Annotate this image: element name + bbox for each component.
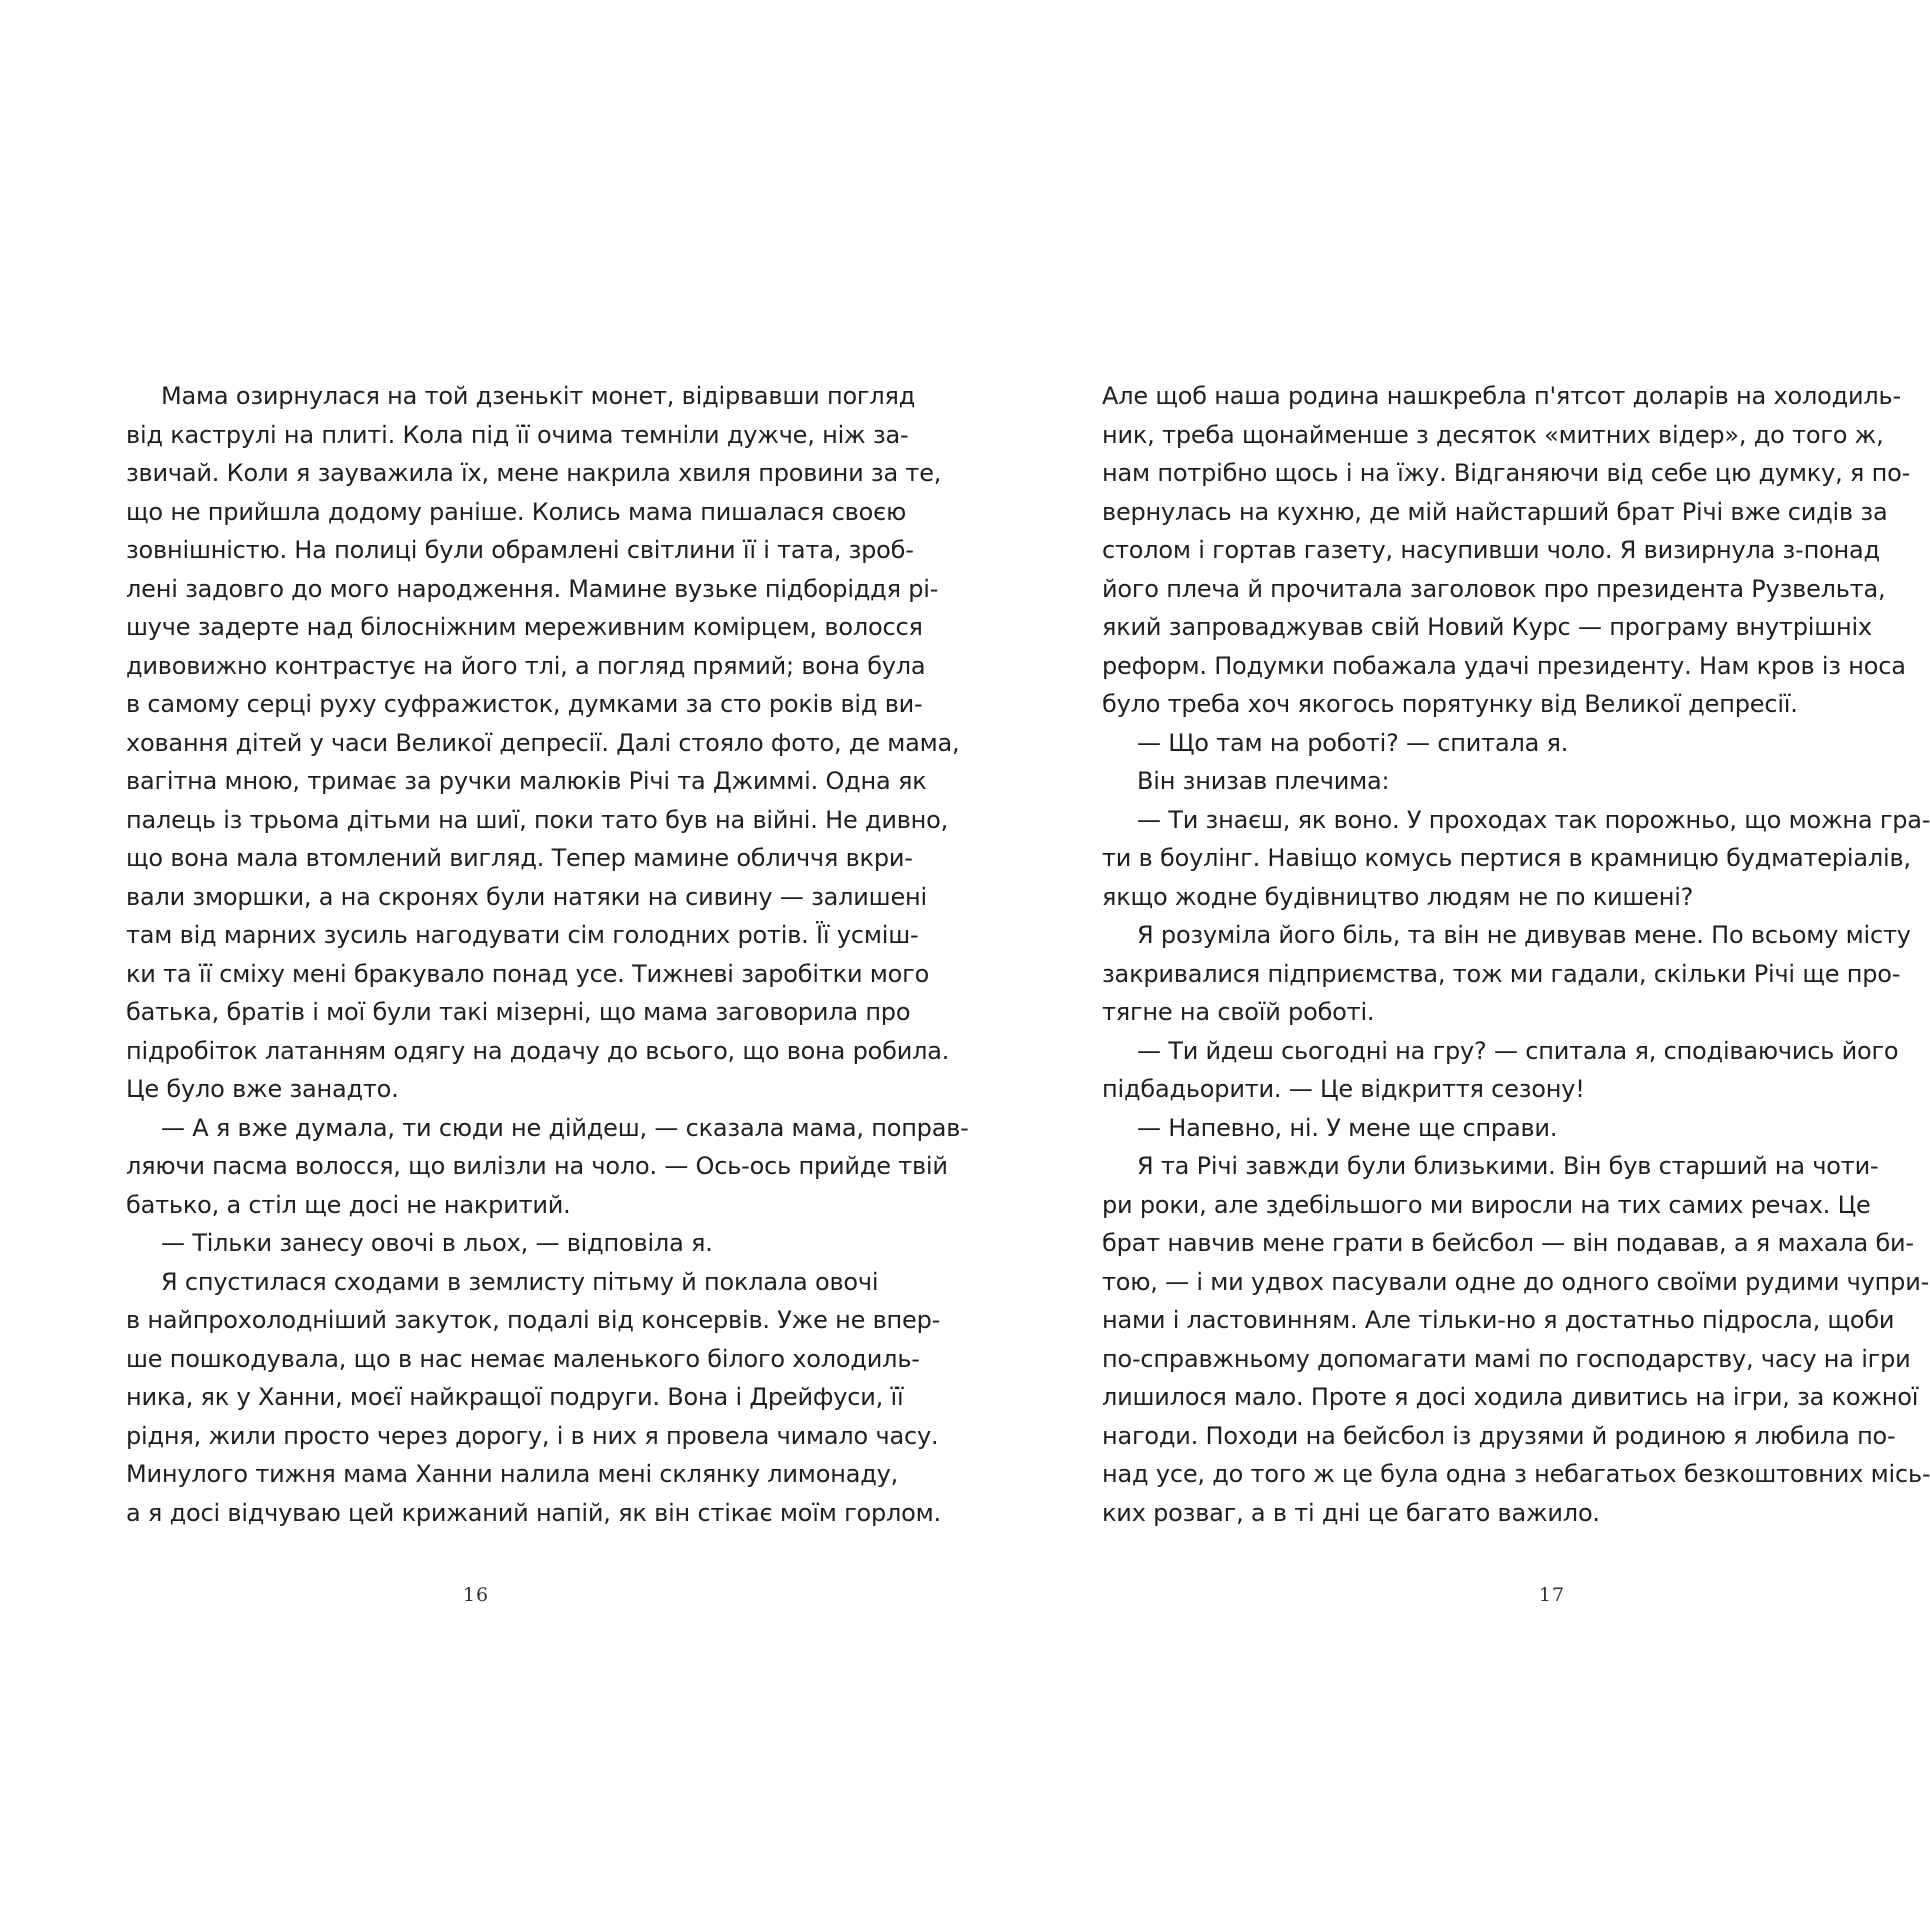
paragraph: [1102, 1032, 1899, 1109]
text-line: ки та її сміху мені бракувало понад усе. Тижневі заробітки мого: [126, 959, 930, 988]
text-line: рідня, жили просто через дорогу, і в них я провела чимало часу.: [126, 1421, 939, 1450]
paragraph: [1102, 762, 1810, 801]
text-line: реформ. Подумки побажала удачі президенту. Нам кров із носа: [1102, 651, 1906, 680]
text-line: нагоди. Походи на бейсбол із друзями й родиною я любила по-: [1102, 1421, 1896, 1450]
text-line: брат навчив мене грати в бейсбол — він подавав, а я махала би-: [1102, 1229, 1914, 1257]
paragraph: [1102, 1147, 1930, 1532]
text-line: вернулась на кухню, де мій найстарший брат Річі вже сидів за: [1102, 497, 1888, 526]
text-line: звичай. Коли я зауважила їх, мене накрила хвиля провини за те,: [126, 459, 942, 487]
text-line: ри роки, але здебільшого ми виросли на тих самих речах. Це: [1102, 1190, 1871, 1219]
text-line: підробіток латанням одягу на додачу до всього, що вона робила.: [126, 1036, 950, 1065]
text-line: ти в боулінг. Навіщо комусь пертися в крамницю будматеріалів,: [1102, 844, 1911, 872]
text-line: від каструлі на плиті. Кола під її очима темніли дужче, ніж за-: [126, 420, 909, 449]
text-line: батько, а стіл ще досі не накритий.: [126, 1190, 571, 1219]
paragraph: [126, 1263, 941, 1533]
paragraph: [1102, 801, 1930, 917]
text-line: — Ти знаєш, як воно. У проходах так порожньо, що можна гра-: [1137, 805, 1930, 834]
paragraph: [126, 1109, 969, 1225]
text-line: лені задовго до мого народження. Мамине вузьке підборіддя рі-: [126, 574, 939, 603]
text-line: ник, треба щонайменше з десяток «митних відер», до того ж,: [1102, 420, 1884, 449]
text-line: — Напевно, ні. У мене ще справи.: [1137, 1113, 1558, 1142]
text-line: ника, як у Ханни, моєї найкращої подруги. Вона і Дрейфуси, її: [126, 1383, 904, 1411]
text-line: вали зморшки, а на скронях були натяки на сивину — залишені: [126, 882, 927, 911]
text-line: в найпрохолодніший закуток, подалі від консервів. Уже не впер-: [126, 1306, 941, 1334]
text-line: було треба хоч якогось порятунку від Великої депресії.: [1102, 690, 1798, 718]
text-line: який запроваджував свій Новий Курс — програму внутрішніх: [1102, 613, 1872, 641]
text-line: ляючи пасма волосся, що вилізли на чоло. — Ось-ось прийде твій: [126, 1152, 948, 1180]
text-line: нам потрібно щось і на їжу. Відганяючи від себе цю думку, я по-: [1102, 459, 1911, 487]
text-line: Я розуміла його біль, та він не дивував мене. По всьому місту: [1137, 921, 1911, 949]
text-line: там від марних зусиль нагодувати сім голодних ротів. Її усміш-: [126, 921, 919, 949]
text-line: Минулого тижня мама Ханни налила мені склянку лимонаду,: [126, 1460, 899, 1488]
text-line: що вона мала втомлений вигляд. Тепер мамине обличчя вкри-: [126, 844, 913, 872]
text-line: підбадьорити. — Це відкриття сезону!: [1102, 1075, 1585, 1103]
text-line: над усе, до того ж це була одна з небагатьох безкоштовних місь-: [1102, 1460, 1930, 1488]
text-line: дивовижно контрастує на його тлі, а погляд прямий; вона була: [126, 651, 926, 680]
text-line: ховання дітей у часи Великої депресії. Далі стояло фото, де мама,: [126, 728, 960, 757]
text-line: ких розваг, а в ті дні це багато важило.: [1102, 1498, 1600, 1527]
paragraph: [126, 1224, 834, 1263]
text-line: палець із трьома дітьми на шиї, поки тато був на війні. Не дивно,: [126, 805, 949, 834]
text-line: його плеча й прочитала заголовок про президента Рузвельта,: [1102, 574, 1886, 603]
text-line: батька, братів і мої були такі мізерні, що мама заговорила про: [126, 998, 911, 1026]
text-line: по-справжньому допомагати мамі по господарству, часу на ігри: [1102, 1344, 1911, 1373]
text-line: зовнішністю. На полиці були обрамлені світлини її і тата, зроб-: [126, 536, 914, 564]
paragraph: [1102, 1109, 1810, 1148]
paragraph: [1102, 724, 1810, 763]
text-line: нами і ластовинням. Але тільки-но я достатньо підросла, щоби: [1102, 1306, 1895, 1334]
text-line: тягне на своїй роботі.: [1102, 998, 1375, 1026]
text-line: закривалися підприємства, тож ми гадали, скільки Річі ще про-: [1102, 959, 1901, 988]
text-line: — Тільки занесу овочі в льох, — відповіла я.: [161, 1229, 713, 1257]
text-line: — Що там на роботі? — спитала я.: [1137, 728, 1569, 757]
text-line: в самому серці руху суфражисток, думками за сто років від ви-: [126, 690, 923, 718]
text-line: Я та Річі завжди були близькими. Він був старший на чоти-: [1137, 1152, 1879, 1180]
text-line: що не прийшла додому раніше. Колись мама пишалася своєю: [126, 497, 907, 526]
text-line: Це було вже занадто.: [126, 1075, 399, 1103]
text-line: а я досі відчуваю цей крижаний напій, як він стікає моїм горлом.: [126, 1498, 941, 1527]
text-line: — А я вже думала, ти сюди не дійдеш, — сказала мама, поправ-: [161, 1113, 969, 1142]
paragraph: [1102, 916, 1911, 1032]
right-page-text: [1102, 377, 1930, 1532]
right-page: [960, 0, 1930, 1920]
paragraph: [1102, 377, 1911, 724]
paragraph: [126, 377, 960, 1109]
text-line: Але щоб наша родина нашкребла п'ятсот доларів на холодиль-: [1102, 382, 1901, 410]
left-page-text: [126, 377, 969, 1532]
text-line: якщо жодне будівництво людям не по кишені?: [1102, 882, 1694, 911]
page-number-right: 17: [1538, 1584, 1566, 1606]
text-line: лишилося мало. Проте я досі ходила дивитись на ігри, за кожної: [1102, 1383, 1919, 1411]
text-line: вагітна мною, тримає за ручки малюків Річі та Джиммі. Одна як: [126, 767, 927, 795]
text-line: шуче задерте над білосніжним мереживним комірцем, волосся: [126, 613, 923, 641]
text-line: тою, — і ми удвох пасували одне до одного своїми рудими чупри-: [1102, 1267, 1930, 1296]
text-line: Я спустилася сходами в землисту пітьму й поклала овочі: [161, 1267, 879, 1296]
text-line: ше пошкодувала, що в нас немає маленького білого холодиль-: [126, 1344, 920, 1373]
page-number-left: 16: [462, 1584, 490, 1606]
text-line: — Ти йдеш сьогодні на гру? — спитала я, сподіваючись його: [1137, 1036, 1899, 1065]
text-line: Мама озирнулася на той дзенькіт монет, відірвавши погляд: [161, 382, 916, 410]
text-line: столом і гортав газету, насупивши чоло. Я визирнула з-понад: [1102, 536, 1880, 564]
text-line: Він знизав плечима:: [1137, 767, 1390, 795]
